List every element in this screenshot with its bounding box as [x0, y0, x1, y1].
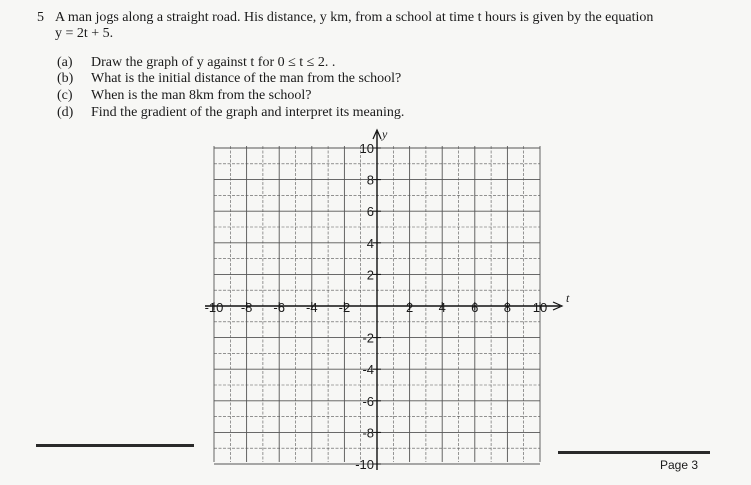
- x-tick-label: 4: [438, 300, 446, 315]
- part-d-label: (d): [57, 105, 74, 120]
- y-tick-label: -6: [362, 393, 374, 409]
- x-tick-label: -4: [306, 300, 318, 315]
- y-tick-label: 8: [366, 172, 374, 188]
- part-a-label: (a): [57, 55, 73, 70]
- y-axis-name: y: [382, 127, 388, 141]
- y-tick-label: -8: [362, 425, 374, 441]
- part-b-label: (b): [57, 71, 74, 86]
- y-tick-label: -2: [362, 330, 374, 346]
- x-tick-label: -8: [240, 300, 253, 315]
- question-stem-equation: y = 2t + 5.: [55, 26, 114, 41]
- part-c-label: (c): [57, 88, 73, 103]
- y-tick-label: 10: [359, 141, 374, 156]
- y-tick-label: -10: [355, 457, 374, 472]
- footer-rule-right: [558, 451, 710, 454]
- part-b-text: What is the initial distance of the man from the school?: [91, 71, 402, 86]
- x-axis-name: t: [566, 291, 570, 305]
- x-tick-label: -10: [204, 300, 224, 315]
- footer-rule-left: [36, 444, 194, 447]
- y-tick-label: 2: [366, 267, 374, 283]
- part-d-text: Find the gradient of the graph and interpret its meaning.: [91, 105, 405, 120]
- x-tick-label: 2: [405, 300, 414, 315]
- x-tick-label: 6: [471, 300, 479, 315]
- question-number: 5: [37, 10, 44, 25]
- question-stem-line-1: A man jogs along a straight road. His distance, y km, from a school at time t hours is given by the equation: [55, 10, 654, 25]
- page-number: Page 3: [660, 458, 699, 472]
- part-a-text: Draw the graph of y against t for 0 ≤ t ≤ 2. .: [91, 55, 336, 70]
- x-tick-label: -2: [338, 300, 351, 315]
- x-tick-label: 8: [503, 300, 512, 315]
- y-tick-label: 4: [366, 235, 374, 251]
- part-c-text: When is the man 8km from the school?: [91, 88, 312, 103]
- x-tick-label: 10: [532, 300, 548, 315]
- tick-labels: [205, 127, 570, 472]
- y-tick-label: -4: [362, 362, 374, 378]
- x-tick-label: -6: [273, 300, 285, 315]
- y-tick-label: 6: [366, 204, 374, 220]
